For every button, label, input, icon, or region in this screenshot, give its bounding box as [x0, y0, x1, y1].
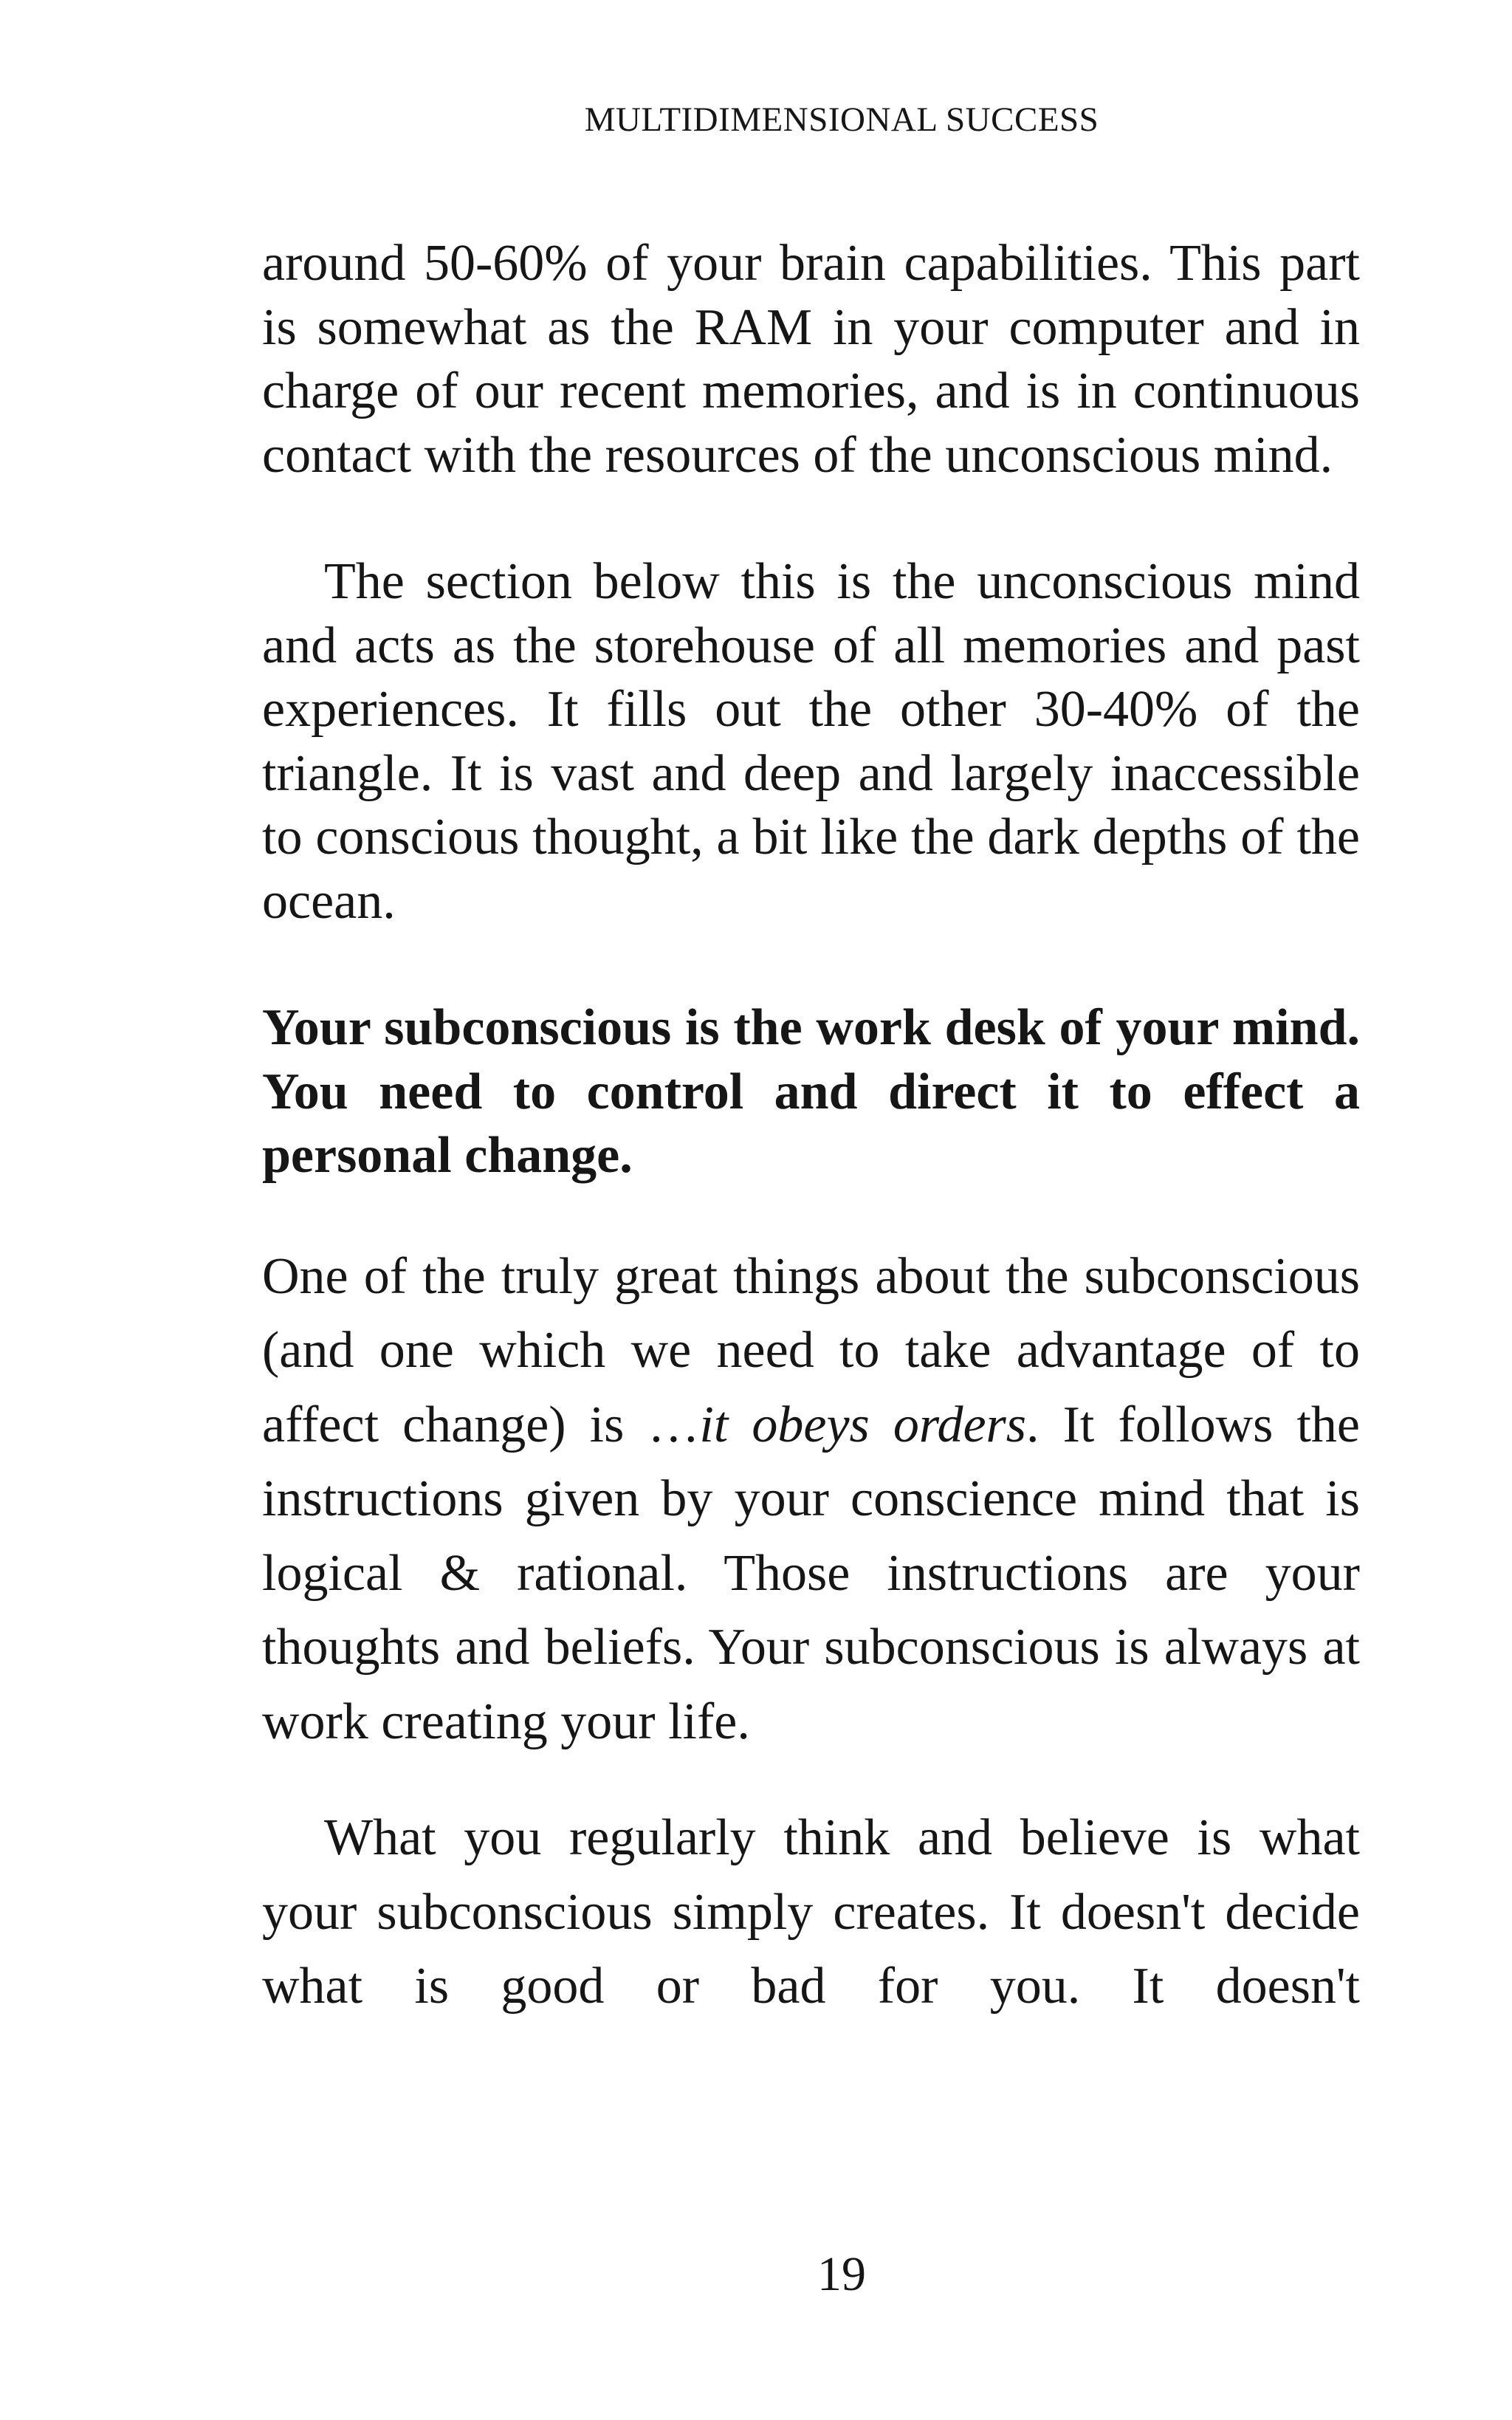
running-header: MULTIDIMENSIONAL SUCCESS — [584, 100, 1099, 139]
paragraph-unconscious-mind: The section below this is the unconscious mind and acts as the storehouse of all memories and past experiences. It fills out the other 30-40% of the triangle. It is vast and deep and largely inaccessible to conscious thought, a bit like the dark depths of the ocean. — [262, 553, 1360, 930]
page-number: 19 — [817, 2247, 866, 2301]
paragraph-tail-text: . It follows the instructions given by your conscience mind that is logical & rational. Those instructions are your thoughts and beliefs. Your subconscious is always at work creating your life. — [262, 1396, 1360, 1750]
paragraph-obeys-orders — [262, 1240, 1360, 1760]
bold-key-statement: Your subconscious is the work desk of your mind. You need to control and direct it to effect a personal change. — [262, 999, 1360, 1184]
paragraph-brain-capabilities: around 50-60% of your brain capabilities. This part is somewhat as the RAM in your computer and in charge of our recent memories, and is in continuous contact with the resources of the unconscious mind. — [262, 235, 1360, 484]
paragraph-think-and-believe: What you regularly think and believe is what your subconscious simply creates. It doesn't decide what is good or bad for you. It doesn't — [262, 1809, 1360, 2015]
italic-emphasis: it obeys orders — [699, 1396, 1027, 1453]
paragraph-lead-text: One of the truly great things about the subconscious (and one which we need to take advantage of to affect change) is … — [262, 1247, 1360, 1453]
page-body — [262, 232, 1360, 2024]
